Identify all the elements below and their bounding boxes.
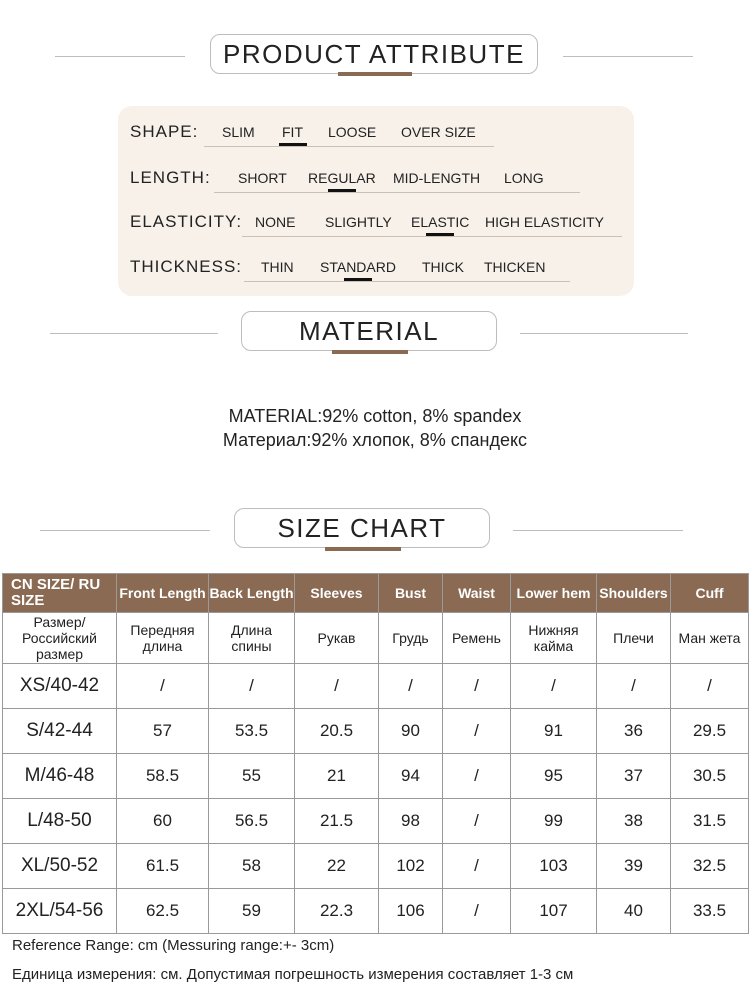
measure-cell: 102 <box>379 844 443 889</box>
size-cell: XL/50-52 <box>3 844 117 889</box>
measure-cell: 21 <box>295 754 379 799</box>
measure-cell: / <box>443 754 511 799</box>
measure-cell: / <box>117 664 209 709</box>
section-title: SIZE CHART <box>234 508 490 548</box>
measure-cell: 56.5 <box>209 799 295 844</box>
material-text-en: MATERIAL:92% cotton, 8% spandex <box>228 406 522 426</box>
attr-row-length <box>118 164 634 194</box>
measure-cell: 33.5 <box>671 889 749 934</box>
measure-cell: 94 <box>379 754 443 799</box>
measure-cell: 58 <box>209 844 295 889</box>
measure-cell: 91 <box>511 709 597 754</box>
header-cell: Waist <box>443 574 511 613</box>
size-cell: M/46-48 <box>3 754 117 799</box>
footnote-ru: Единица измерения: см. Допустимая погрешность измерения составляет 1-3 см <box>12 966 574 983</box>
measure-cell: 22 <box>295 844 379 889</box>
measure-cell: 57 <box>117 709 209 754</box>
attr-option: LOOSE <box>328 124 377 140</box>
header-rule-right <box>513 530 683 531</box>
measure-cell: 20.5 <box>295 709 379 754</box>
header-cell: Back Length <box>209 574 295 613</box>
size-cell: XS/40-42 <box>3 664 117 709</box>
attr-option: MID-LENGTH <box>393 170 481 186</box>
measure-cell: 31.5 <box>671 799 749 844</box>
measure-cell: 103 <box>511 844 597 889</box>
table-row <box>3 799 749 844</box>
header-cell-ru: Нижняя кайма <box>511 613 597 664</box>
measure-cell: 29.5 <box>671 709 749 754</box>
measure-cell: 40 <box>597 889 671 934</box>
header-cell-ru: Рукав <box>295 613 379 664</box>
measure-cell: 106 <box>379 889 443 934</box>
measure-cell: / <box>671 664 749 709</box>
measure-cell: 61.5 <box>117 844 209 889</box>
header-cell-ru: Передняя длина <box>117 613 209 664</box>
attr-option-selected: STANDARD <box>320 259 396 275</box>
measure-cell: 95 <box>511 754 597 799</box>
attr-line <box>214 192 580 193</box>
measure-cell: 90 <box>379 709 443 754</box>
measure-cell: 60 <box>117 799 209 844</box>
header-accent-bar <box>338 72 412 76</box>
header-accent-bar <box>332 350 408 354</box>
header-cell: Bust <box>379 574 443 613</box>
attr-row-shape <box>118 118 634 148</box>
attr-option: THICKEN <box>484 259 546 275</box>
measure-cell: / <box>379 664 443 709</box>
header-accent-bar <box>325 547 401 551</box>
footnote-en: Reference Range: cm (Messuring range:+- 3cm) <box>12 937 335 954</box>
measure-cell: 53.5 <box>209 709 295 754</box>
table-header-ru <box>3 613 749 664</box>
attr-row-elasticity <box>118 208 634 238</box>
measure-cell: / <box>443 799 511 844</box>
attr-line <box>244 281 570 282</box>
attr-label: ELASTICITY: <box>130 212 243 231</box>
measure-cell: / <box>443 844 511 889</box>
attr-option: LONG <box>504 170 544 186</box>
header-cell: Lower hem <box>511 574 597 613</box>
attr-option: THICK <box>422 259 464 275</box>
size-cell: S/42-44 <box>3 709 117 754</box>
size-table-body <box>3 664 749 934</box>
attr-label: THICKNESS: <box>130 257 243 276</box>
measure-cell: / <box>443 889 511 934</box>
header-rule-right <box>520 333 688 334</box>
measure-cell: / <box>597 664 671 709</box>
measure-cell: 36 <box>597 709 671 754</box>
header-cell-ru: Ман жета <box>671 613 749 664</box>
measure-cell: 38 <box>597 799 671 844</box>
table-header-en <box>3 574 749 613</box>
measure-cell: / <box>443 664 511 709</box>
header-cell: Front Length <box>117 574 209 613</box>
attr-label: SHAPE: <box>130 122 199 141</box>
header-rule-left <box>55 56 185 57</box>
attr-option-selected: FIT <box>282 124 303 140</box>
measure-cell: 32.5 <box>671 844 749 889</box>
measure-cell: / <box>295 664 379 709</box>
header-cell-ru: Размер/ Российский размер <box>3 613 117 664</box>
size-chart-header <box>0 508 750 552</box>
table-row <box>3 844 749 889</box>
attr-option: HIGH ELASTICITY <box>485 214 605 230</box>
size-cell: 2XL/54-56 <box>3 889 117 934</box>
section-title: MATERIAL <box>241 311 497 351</box>
table-row <box>3 664 749 709</box>
material-text-ru: Материал:92% хлопок, 8% спандекс <box>222 430 528 450</box>
measure-cell: 39 <box>597 844 671 889</box>
attr-line <box>204 146 494 147</box>
header-cell: CN SIZE/ RU SIZE <box>3 574 117 613</box>
section-title: PRODUCT ATTRIBUTE <box>210 34 538 74</box>
table-row <box>3 709 749 754</box>
header-cell-ru: Длина спины <box>209 613 295 664</box>
header-cell-ru: Плечи <box>597 613 671 664</box>
size-chart-table <box>2 573 749 934</box>
attr-option: OVER SIZE <box>401 124 476 140</box>
material-header <box>0 311 750 355</box>
measure-cell: 59 <box>209 889 295 934</box>
header-rule-left <box>50 333 218 334</box>
measure-cell: / <box>443 709 511 754</box>
header-rule-left <box>40 530 210 531</box>
measure-cell: 55 <box>209 754 295 799</box>
measure-cell: 37 <box>597 754 671 799</box>
measure-cell: / <box>209 664 295 709</box>
header-cell: Shoulders <box>597 574 671 613</box>
attr-option-selected: REGULAR <box>308 170 376 186</box>
measure-cell: 58.5 <box>117 754 209 799</box>
table-row <box>3 889 749 934</box>
header-cell-ru: Ремень <box>443 613 511 664</box>
attr-label: LENGTH: <box>130 168 211 187</box>
header-cell: Sleeves <box>295 574 379 613</box>
measure-cell: 98 <box>379 799 443 844</box>
measure-cell: 107 <box>511 889 597 934</box>
attr-line <box>242 236 622 237</box>
measure-cell: 62.5 <box>117 889 209 934</box>
attr-option: SLIM <box>222 124 255 140</box>
product-attribute-header <box>0 34 750 78</box>
attr-option: NONE <box>255 214 296 230</box>
table-row <box>3 754 749 799</box>
measure-cell: 30.5 <box>671 754 749 799</box>
header-cell: Cuff <box>671 574 749 613</box>
attr-row-thickness <box>118 253 634 283</box>
measure-cell: 22.3 <box>295 889 379 934</box>
size-cell: L/48-50 <box>3 799 117 844</box>
header-rule-right <box>563 56 693 57</box>
measure-cell: 21.5 <box>295 799 379 844</box>
measure-cell: 99 <box>511 799 597 844</box>
attr-option: SHORT <box>238 170 287 186</box>
attribute-panel <box>118 106 634 296</box>
attr-option: SLIGHTLY <box>325 214 392 230</box>
attr-option: THIN <box>261 259 294 275</box>
measure-cell: / <box>511 664 597 709</box>
attr-option-selected: ELASTIC <box>411 214 470 230</box>
header-cell-ru: Грудь <box>379 613 443 664</box>
